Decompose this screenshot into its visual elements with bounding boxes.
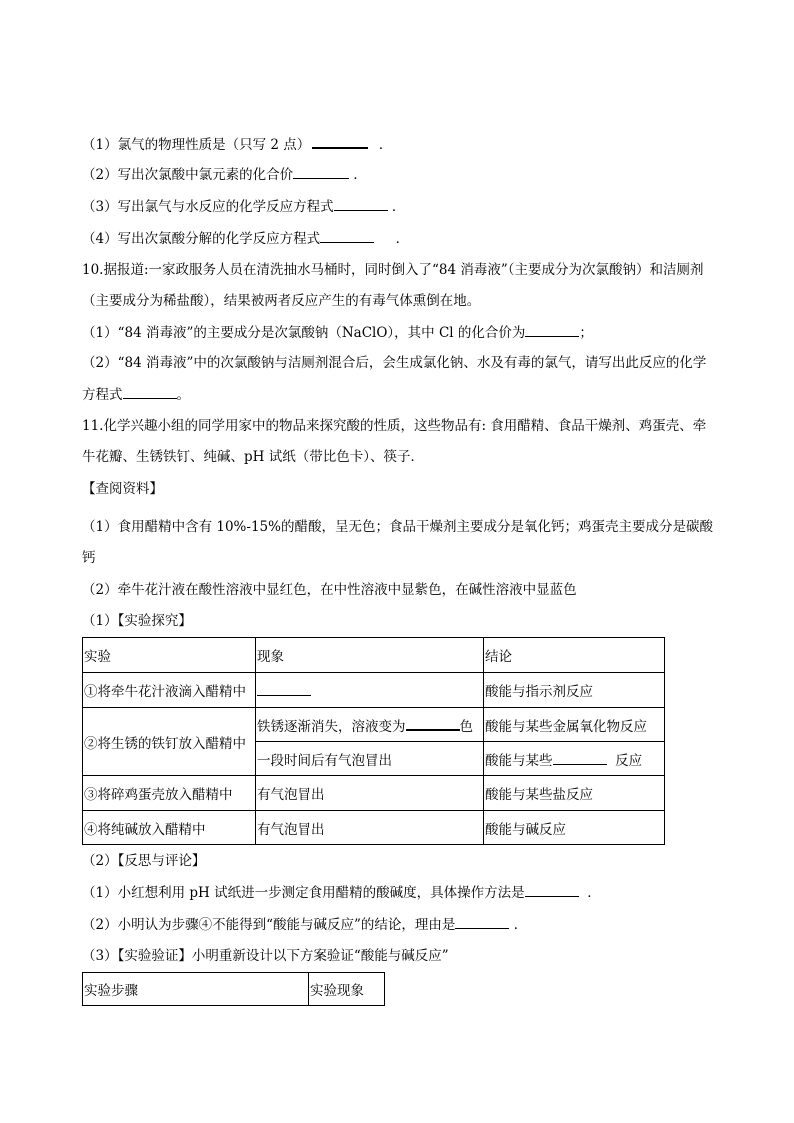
answer-blank[interactable] [293, 164, 349, 179]
q11-reflect-2-text: （2）小明认为步骤④不能得到“酸能与碱反应”的结论，理由是 [82, 917, 456, 933]
table-header-row [83, 973, 385, 1006]
table-cell: ②将生锈的铁钉放入醋精中 [83, 708, 256, 776]
table-cell [256, 708, 484, 742]
q10-stem-line-2: （主要成分为稀盐酸），结果被两者反应产生的有毒气体熏倒在地。 [82, 293, 481, 309]
answer-blank[interactable] [455, 914, 509, 929]
table-header-cell: 实验现象 [309, 973, 385, 1006]
table-cell: 酸能与指示剂反应 [484, 673, 665, 708]
table-cell: 酸能与某些盐反应 [484, 776, 665, 811]
q9-item-4-end: ． [395, 231, 410, 247]
answer-blank[interactable] [334, 196, 388, 211]
q11-reflect-2-end: ． [513, 917, 528, 933]
answer-blank[interactable] [525, 882, 579, 897]
table-cell: 酸能与某些金属氧化物反应 [484, 708, 665, 742]
q10-item-2-text: 方程式 [82, 387, 123, 403]
verification-table [82, 972, 385, 1006]
table-header-cell: 结论 [484, 638, 665, 673]
table-cell-text: 铁锈逐渐消失，溶液变为 [257, 718, 406, 735]
table-cell-text: 反应 [615, 752, 643, 769]
table-cell-text: 色 [459, 718, 473, 735]
q10-stem-line-1: 10.据报道:一家政服务人员在清洗抽水马桶时，同时倒入了“84 消毒液”（主要成分为次氯酸钠）和洁厕剂 [82, 262, 704, 278]
table-header-row [83, 638, 665, 673]
q11-reflect-heading: （2）【反思与评论】 [82, 853, 206, 869]
table-cell [256, 673, 484, 708]
answer-blank[interactable] [525, 322, 579, 337]
q11-ref-1-line-1: （1）食用醋精中含有 10%-15%的醋酸，呈无色；食品干燥剂主要成分是氧化钙；鸡蛋壳主要成分是碳酸 [82, 519, 713, 535]
q9-item-3-end: ． [391, 199, 406, 215]
q9-item-1 [82, 133, 392, 155]
q11-reflect-1-text: （1）小红想利用 pH 试纸进一步测定食用醋精的酸碱度，具体操作方法是 [82, 885, 525, 901]
table-row [83, 708, 665, 742]
q11-stem-line-2: 牛花瓣、生锈铁钉、纯碱、pH 试纸（带比色卡）、筷子． [82, 449, 424, 465]
answer-blank[interactable] [553, 750, 607, 765]
q11-reflect-1 [82, 882, 601, 903]
answer-blank[interactable] [312, 133, 368, 149]
table-row [83, 811, 665, 845]
q11-ref-1-line-2: 钙 [82, 550, 96, 566]
q9-item-2 [82, 164, 367, 185]
q9-item-1-text: （1）氯气的物理性质是（只写 2 点） [82, 137, 311, 153]
q11-reflect-1-end: ． [587, 885, 601, 901]
answer-blank[interactable] [406, 715, 460, 731]
table-cell: ①将牵牛花汁液滴入醋精中 [83, 673, 256, 708]
table-cell: 有气泡冒出 [256, 776, 484, 811]
q11-ref-heading: 【查阅资料】 [82, 481, 163, 497]
experiment-table [82, 637, 665, 845]
table-cell: 一段时间后有气泡冒出 [256, 742, 484, 776]
answer-blank[interactable] [320, 228, 374, 243]
answer-blank[interactable] [123, 384, 177, 399]
table-row [83, 776, 665, 811]
table-header-cell: 实验步骤 [83, 973, 309, 1006]
q9-item-2-end: ． [353, 167, 367, 183]
q10-item-1 [82, 322, 593, 343]
q10-item-1-end: ； [579, 325, 593, 341]
q10-item-2-line-2 [82, 384, 190, 405]
table-cell: 有气泡冒出 [256, 811, 484, 845]
q9-item-2-text: （2）写出次氯酸中氯元素的化合价 [82, 167, 294, 183]
table-header-cell: 实验 [83, 638, 256, 673]
q9-item-1-end: ． [378, 137, 393, 153]
q10-item-2-line-1: （2）“84 消毒液”中的次氯酸钠与洁厕剂混合后，会生成氯化钠、水及有毒的氯气，请写出此反应的化学 [82, 355, 707, 371]
q10-item-1-text: （1）“84 消毒液”的主要成分是次氯酸钠（NaClO），其中 Cl 的化合价为 [82, 325, 526, 341]
q11-reflect-2 [82, 914, 527, 935]
q11-ref-2: （2）牵牛花汁液在酸性溶液中显红色，在中性溶液中显紫色，在碱性溶液中显蓝色 [82, 582, 577, 598]
answer-blank[interactable] [257, 681, 311, 696]
q9-item-3 [82, 196, 405, 217]
q11-stem-line-1: 11.化学兴趣小组的同学用家中的物品来探究酸的性质，这些物品有: 食用醋精、食品干燥剂、鸡蛋壳、牵 [82, 418, 707, 434]
q11-exp-heading: （1）【实验探究】 [82, 613, 192, 629]
q9-item-3-text: （3）写出氯气与水反应的化学反应方程式 [82, 199, 334, 215]
q11-verify-line: （3）【实验验证】小明重新设计以下方案验证“酸能与碱反应” [82, 948, 449, 964]
table-cell: ③将碎鸡蛋壳放入醋精中 [83, 776, 256, 811]
table-header-cell: 现象 [256, 638, 484, 673]
table-cell [484, 742, 665, 776]
table-row [83, 673, 665, 708]
table-cell: 酸能与碱反应 [484, 811, 665, 845]
q9-item-4 [82, 228, 409, 249]
table-cell: ④将纯碱放入醋精中 [83, 811, 256, 845]
table-cell-text: 酸能与某些 [485, 752, 553, 769]
q9-item-4-text: （4）写出次氯酸分解的化学反应方程式 [82, 231, 321, 247]
q10-item-2-end: 。 [176, 387, 190, 403]
